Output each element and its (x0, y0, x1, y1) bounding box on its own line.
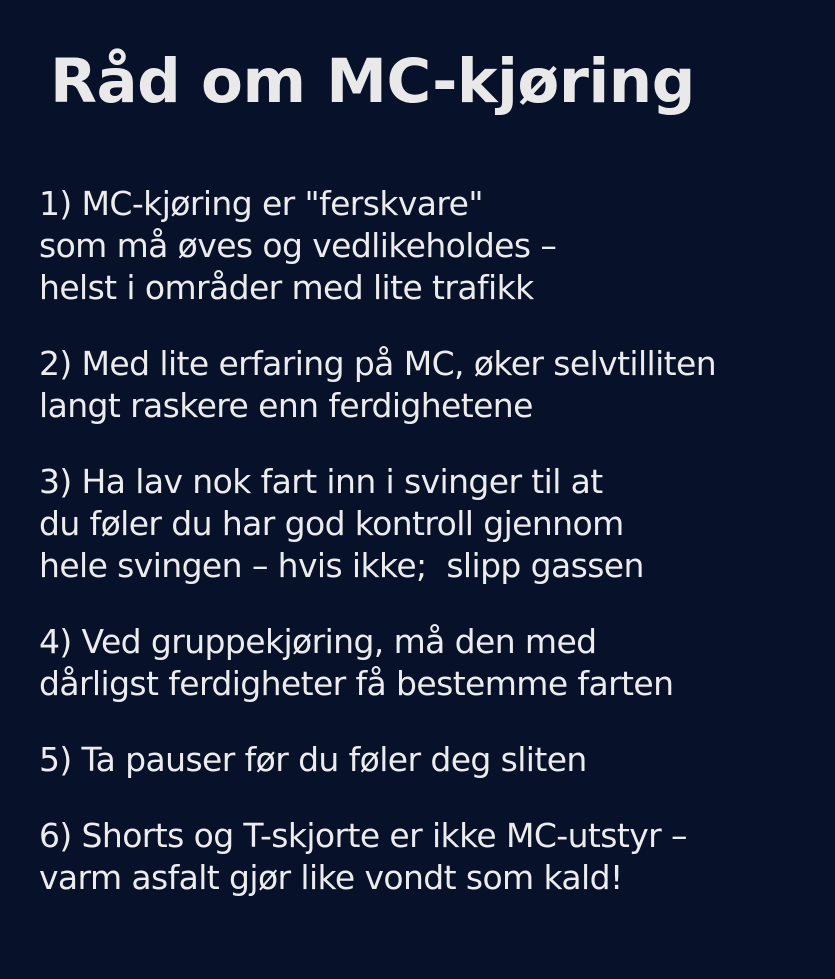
advice-line: dårligst ferdigheter få bestemme farten (39, 664, 674, 703)
advice-item-2 (39, 343, 716, 427)
slide-title: Råd om MC-kjøring (50, 46, 695, 117)
advice-line: 5) Ta pauser før du føler deg sliten (39, 740, 587, 779)
advice-item-3 (39, 461, 716, 587)
advice-item-4 (39, 621, 716, 705)
advice-line: 4) Ved gruppekjøring, må den med (39, 622, 597, 661)
advice-line: varm asfalt gjør like vondt som kald! (39, 858, 623, 897)
advice-line: langt raskere enn ferdighetene (39, 386, 533, 425)
advice-line: som må øves og vedlikeholdes – (39, 226, 557, 265)
advice-line: 2) Med lite erfaring på MC, øker selvtilliten (39, 344, 717, 383)
advice-line: 1) MC-kjøring er "ferskvare" (39, 184, 483, 223)
advice-line: 3) Ha lav nok fart inn i svinger til at (39, 462, 603, 501)
advice-list (39, 183, 716, 933)
advice-line: helst i områder med lite trafikk (39, 268, 534, 307)
advice-line: hele svingen – hvis ikke; slipp gassen (39, 546, 644, 585)
advice-item-6 (39, 815, 716, 899)
advice-line: 6) Shorts og T-skjorte er ikke MC-utstyr – (39, 816, 687, 855)
advice-line: du føler du har god kontroll gjennom (39, 504, 624, 543)
advice-item-5 (39, 739, 716, 781)
advice-item-1 (39, 183, 716, 309)
